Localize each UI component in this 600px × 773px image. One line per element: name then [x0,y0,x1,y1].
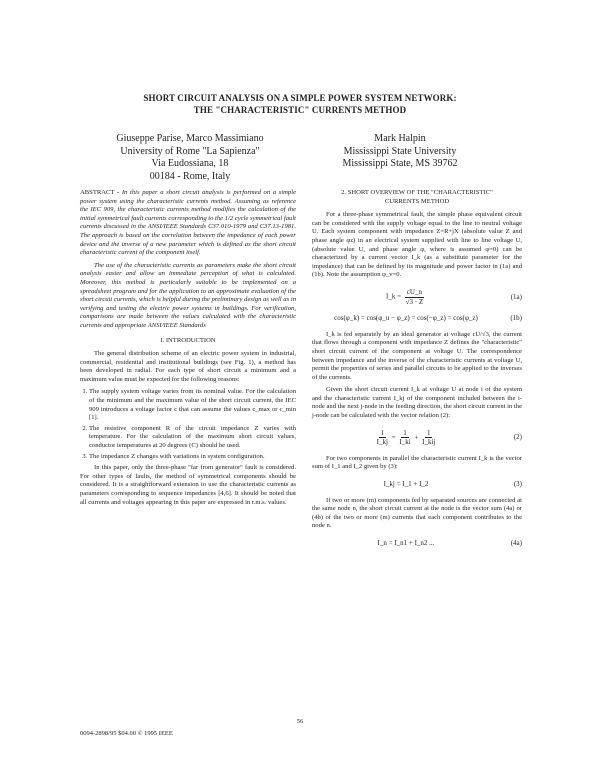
section-2-heading-line-2: CURRENTS METHOD [384,197,450,205]
equation-4a [312,539,522,548]
address-right-1: Mississippi State, MS 39762 [342,158,458,169]
section-1-heading: I. INTRODUCTION [160,336,216,344]
equation-2-fraction-a [399,429,410,447]
equation-2-a-denominator: I_ki [399,438,411,447]
page-number: 56 [296,718,304,725]
equation-1a-label: (1a) [510,292,522,301]
title-line-2: THE "CHARACTERISTIC" CURRENTS METHOD [193,105,407,115]
copyright-footer: 0094-2898/95 $04.00 © 1995 IEEE [80,730,173,737]
list-item: 2. The resistive component R of the circuit impedance Z varies with temperature. For the calculation of the maximum short circuit values, conductor temperatures at 20 degrees (C) should be used. [89,425,296,451]
equation-1b [312,314,522,323]
equation-2-equals: = [391,433,396,442]
author-names-right: Mark Halpin [374,133,426,144]
address-left-2: 00184 - Rome, Italy [149,170,231,182]
section-1-paragraph-2: In this paper, only the three-phase "far from generator" fault is considered. For other types of faults, the method of symmetrical components should be considered. It is a straightforward extension to use the characteristic currents as parameters corresponding to sequence impedances [4,6]. It should be noted that all currents and voltages appearing in this paper are expressed in r.m.s. values. [80,464,296,506]
left-column [80,189,296,511]
title-line-1: SHORT CIRCUIT ANALYSIS ON A SIMPLE POWER SYSTEM NETWORK: [143,93,457,103]
equation-1a-lhs: I_k = [386,292,402,301]
equation-3-expression: I_kj = I_1 + I_2 [383,480,429,489]
equation-1a-denominator: √3 · Z [405,297,424,306]
equation-2-fraction-left [377,429,388,447]
equation-2-left-denominator: I_kj [376,438,388,447]
paper-title [60,92,540,116]
equation-1b-expression: cos(φ_k) = cos(φ_u − φ_z) = cos(−φ_z) = cos(φ_z) [334,314,478,323]
equation-2 [312,429,522,447]
equation-2-left-numerator: 1 [380,428,385,437]
equation-4a-label: (4a) [510,539,522,547]
section-2-heading-line-1: 2. SHORT OVERVIEW OF THE "CHARACTERISTIC" [341,189,493,196]
section-2-paragraph-3: Given the short circuit current I_k at voltage U at node i of the system and the characteristic current I_kj of the component included between the i-node and the next j-node in the feeding direction, the short circuit current in the j-node can be calculated with the vector relation (2): [312,386,522,420]
equation-3-label: (3) [513,480,522,489]
affiliation-left: University of Rome "La Sapienza" [120,145,260,157]
equation-1a-fraction [405,288,424,306]
equation-2-label: (2) [513,433,522,442]
equation-2-b-denominator: I_kij [422,438,436,447]
equation-4a-expression: I_n = I_n1 + I_n2 ... [377,539,435,547]
authors-left [110,133,270,183]
equation-1b-label: (1b) [510,314,522,323]
section-2-paragraph-1: For a three-phase symmetrical fault, the simple phase equivalent circuit can be considered with the supply voltage equal to the line to neutral voltage U. Each system component with impedance Z=R+jX (absolute value Z and phase angle φz) in an electrical system supplied with line to line voltage U, (absolute value U, and phase angle φ, where is assumed φ=0) can be characterized by a current vector I_k (as a substitute parameter for the impedance) that can be defined by its magnitude and power factor in (1a) and (1b). Note the assumption φ_v=0. [312,211,522,279]
abstract [80,189,296,258]
author-names-left: Giuseppe Parise, Marco Massimiano [116,133,264,144]
right-column [312,189,522,556]
section-1-paragraph-1: The general distribution scheme of an electric power system in industrial, commercial, residential and institutional buildings (see Fig. 1), a method has been developed in radial. For each type of short circuit a minimum and a maximum value must be expected for the following reasons: [80,350,296,383]
equation-3 [312,480,522,489]
authors-right [320,133,480,171]
equation-2-a-numerator: 1 [403,428,407,437]
section-2-paragraph-4: For two components in parallel the characteristic current I_k is the vector sum of I_1 and I_2 given by (3): [312,454,522,471]
list-item: 3. The impedance Z changes with variations in system configuration. [89,453,296,462]
equation-1a-expression [312,288,500,306]
abstract-text-2: The use of the characteristic currents as parameters make the short circuit analysis easier and allow an immediate perception of what is calculated. Moreover, this method is particularly suitable to be implemented on a spreadsheet program and for the application to an approximate evaluation of the short circuit currents, which is helpful during the preliminary design as well as in verifying and testing the electric power systems in buildings. For verification, comparisons are made between the values calculated with the characteristic currents and appropriate ANSI/IEEE Standards [80,261,296,329]
equation-1a-numerator: cU_n [406,287,422,296]
abstract-text: - In this paper a short circuit analysis is performed on a simple power system using the characteristic currents method. Assuming as reference the IEC 909, the characteristic currents method modifies the calculation of the initial symmetrical fault currents corresponding to the 1/2 cycle symmetrical fault currents discussed in the ANSI/IEEE Standards C37.010-1979 and C37.13-1981. The approach is based on the correlation between the impedance of each power device and the inverse of a new parameter which is defined as the short circuit characteristic current of the component itself. [80,189,296,257]
affiliation-right: Mississippi State University [343,145,457,157]
equation-2-fraction-b [422,429,435,447]
section-2-paragraph-5: If two or more (m) components fed by separated sources are connected at the same node n, the short circuit current at the node is the vector sum (4a) or (4b) of the two or more (m) currents that each component contributes to the node n. [312,496,522,530]
section-2-heading [312,189,522,206]
section-1-list [80,388,296,461]
section-2-paragraph-2: I_k is fed separately by an ideal generator at voltage cU/√3, the current that flows through a component with impedance Z defines the "characteristic" short circuit current of the component at voltage U. The correspondence between impedance and the inverse of the characteristic currents at voltage U, permit the properties of series and parallel circuits to be applied to the inverses of the currents. [312,330,522,381]
equation-2-expression [312,429,500,447]
equation-1a [312,288,522,306]
list-item: 1. The supply system voltage varies from its nominal value. For the calculation of the minimum and the maximum value of the short circuit current, the IEC 909 introduces a voltage factor c that can assume the values c_max or c_min [1]. [89,388,296,422]
equation-2-b-numerator: 1 [426,428,431,437]
abstract-label: ABSTRACT [80,189,115,196]
address-left-1: Via Eudossiana, 18 [151,158,229,169]
equation-2-plus: + [414,433,419,442]
